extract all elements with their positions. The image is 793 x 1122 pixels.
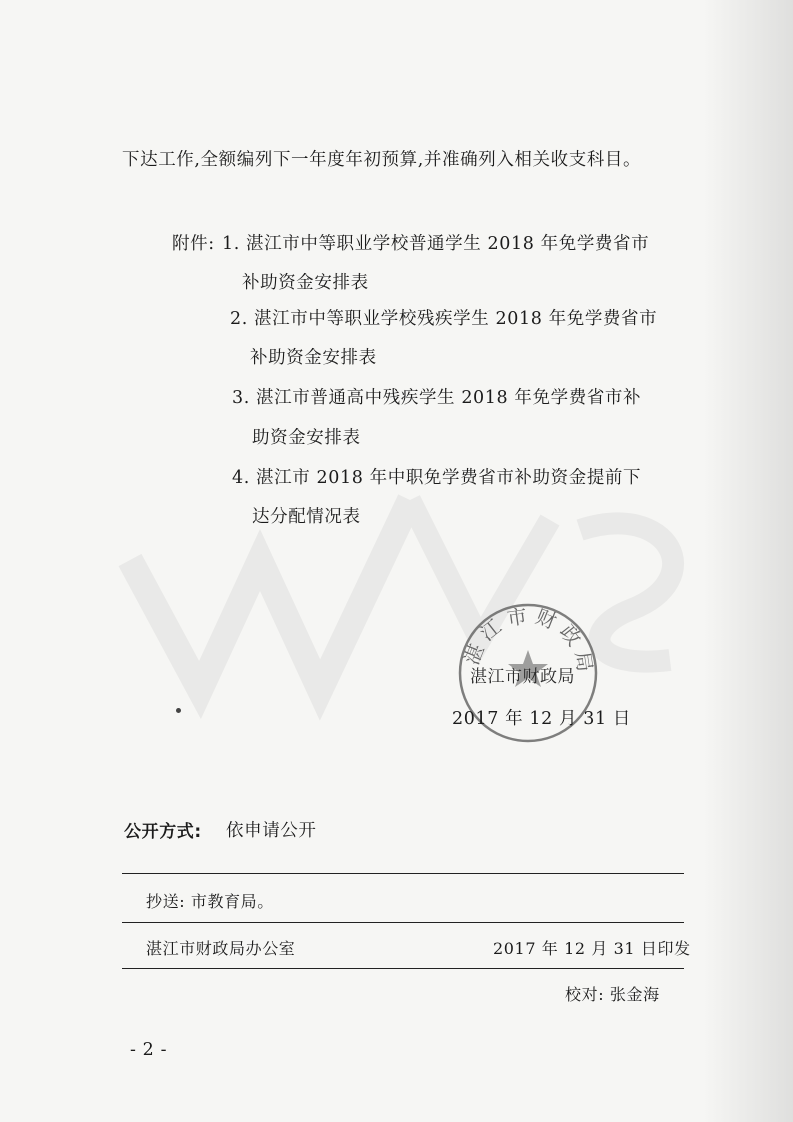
closing-line: 下达工作,全额编列下一年度年初预算,并准确列入相关收支科目。 — [122, 150, 642, 170]
footer-rule-bottom — [122, 968, 684, 969]
attachment-3-line2: 助资金安排表 — [252, 428, 361, 448]
attachment-4-line2: 达分配情况表 — [252, 507, 361, 527]
issue-date: 2017 年 12 月 31 日印发 — [493, 939, 691, 958]
attachment-3-line1: 3. 湛江市普通高中残疾学生 2018 年免学费省市补 — [232, 388, 642, 408]
disclosure-value: 依申请公开 — [226, 821, 317, 841]
issuer-name: 湛江市财政局 — [470, 667, 575, 687]
scan-shadow — [703, 0, 793, 1122]
page-number: - 2 - — [130, 1040, 168, 1060]
proofreader: 校对: 张金海 — [565, 985, 660, 1004]
disclosure-label: 公开方式: — [124, 822, 202, 842]
attachment-1-line1: 1. 湛江市中等职业学校普通学生 2018 年免学费省市 — [222, 234, 650, 254]
issuing-office: 湛江市财政局办公室 — [146, 939, 296, 958]
footer-rule-top — [122, 873, 684, 874]
scan-speck — [176, 708, 181, 713]
attachment-2-line2: 补助资金安排表 — [250, 348, 377, 368]
attachment-4-line1: 4. 湛江市 2018 年中职免学费省市补助资金提前下 — [232, 468, 642, 488]
attachment-2-line1: 2. 湛江市中等职业学校残疾学生 2018 年免学费省市 — [230, 309, 658, 329]
attachment-1-line2: 补助资金安排表 — [242, 273, 369, 293]
footer-rule-middle — [122, 922, 684, 923]
attachments-heading: 附件: — [172, 234, 215, 254]
seal-ring-text: 湛江市财政局 — [459, 602, 599, 680]
cc-line: 抄送: 市教育局。 — [146, 892, 274, 911]
signature-date: 2017 年 12 月 31 日 — [452, 709, 631, 729]
